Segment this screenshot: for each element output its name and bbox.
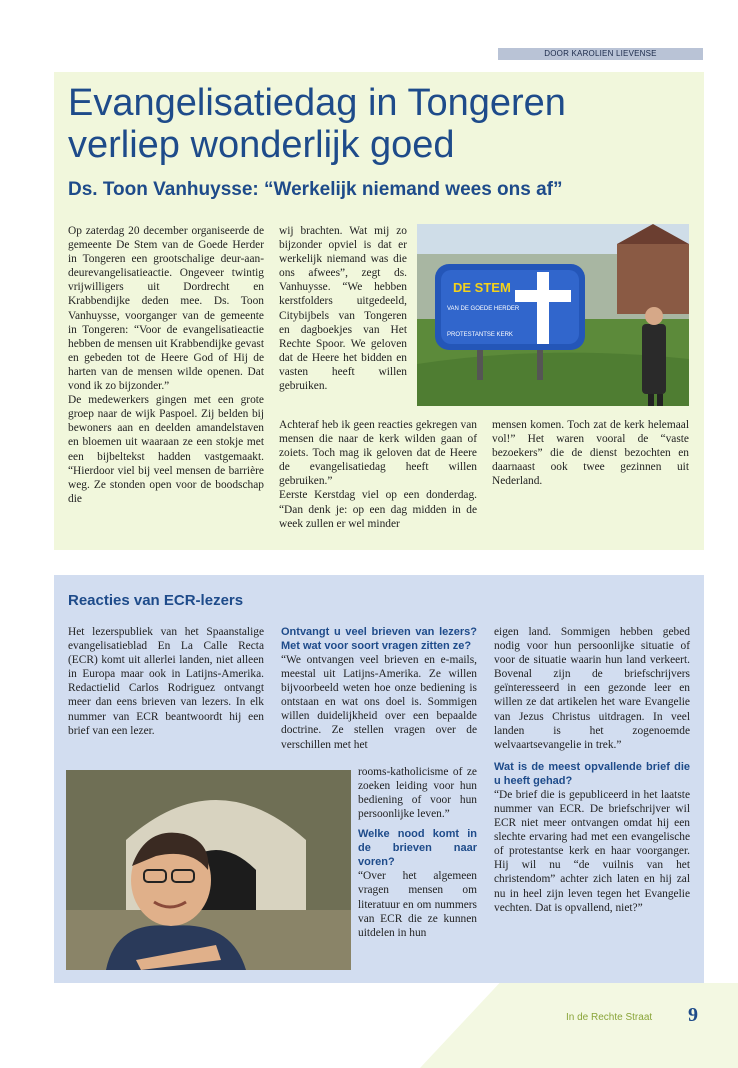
carlos-rodriguez-photo (66, 770, 351, 970)
article-paragraph: wij brachten. Wat mij zo bijzonder opviel is dat er werkelijk niemand was die ons afwees”, zegt ds. Vanhuysse. “We hebben kerstfolders uitgedeeld, Citybijbels van Tongeren en dagboekjes van Het Rechte Spoor. We geloven dat de Heere het bidden en vasten heeft willen gebruiken. (279, 225, 407, 393)
ecr-title: Reacties van ECR-lezers (68, 592, 244, 609)
ecr-answer: “Over het algemeen vragen mensen om literatuur en om nummers van ECR die ze kunnen uitdelen in hun (358, 870, 477, 939)
article-paragraph: Eerste Kerstdag viel op een donderdag. “Dan denk je: op een dag midden in de week zullen er wel minder (279, 489, 477, 530)
church-sign-illustration (417, 224, 689, 406)
magazine-name: In de Rechte Straat (566, 1012, 653, 1023)
byline: DOOR KAROLIEN LIEVENSE (498, 48, 703, 60)
article-paragraph: De medewerkers gingen met een grote groep naar de wijk Paspoel. Zij belden bij bewoners aan en deelden amandelstaven en bloemen uit waaraan ze een stokje met een bijbeltekst hadden vastgemaakt. “Hierdoor viel bij veel mensen de barrière weg. Ze stonden open voor de boodschap die (68, 394, 264, 505)
article-column-1 (68, 224, 264, 506)
ecr-answer: eigen land. Sommigen hebben gebed nodig voor hun persoonlijke situatie of voor de situatie waarin hun land verkeert. Bovenal zijn de briefschrijvers geïnteresseerd in een gezonde leer en willen ze dat artikelen het ware Evangelie van Jezus Christus uitdragen. In veel landen is het zogenoemde welvaartsevangelie in trek.” (494, 626, 690, 751)
ecr-answer: “De brief die is gepubliceerd in het laatste nummer van ECR. De briefschrijver wil ECR niet meer ontvangen omdat hij een slechte ervaring had met een evangelische of protestantse kerk en haar voorganger. Hij wil nu “de vuilnis van het christendom” achter zich laten en hij zal nu in heel zijn leven tegen het Evangelie vechten. Dat is opvallend, niet?” (494, 788, 690, 914)
article-paragraph: Op zaterdag 20 december organiseerde de gemeente De Stem van de Goede Herder in Tongeren een grootschalige deur-aan-deurevangelisatieactie. Ongeveer twintig vrijwilligers uit Dordrecht en Krabbendijke deden mee. Ds. Toon Vanhuysse, voorganger van de gemeente in Tongeren: “Voor de evangelisatieactie hebben de mensen uit Krabbendijke gevast en gebeden tot de Heere God of Hij de harten van de mensen wilde openen. Dat vond ik zo bijzonder.” (68, 225, 264, 393)
portrait-illustration (66, 770, 351, 970)
article-paragraph: Achteraf heb ik geen reacties gekregen van mensen die naar de kerk wilden gaan of zoiets. Toch mag ik geloven dat de Heere de evangelisatiedag heeft willen gebruiken.” (279, 419, 477, 488)
ecr-question: Ontvangt u veel brieven van lezers? Met wat voor soort vragen zitten ze? (281, 626, 477, 652)
ecr-answer: “We ontvangen veel brieven en e-mails, meestal uit Latijns-Amerika. Ze willen bijvoorbeeld weten hoe onze bediening is ontstaan en wat ons doel is. Sommigen willen duidelijkheid over een bepaalde doctrine. Ze stellen vragen over de verschillen met het (281, 654, 477, 751)
article-paragraph: mensen komen. Toch zat de kerk helemaal vol!” Het waren vooral de “vaste bezoekers” die de dienst bezochten en daarnaast ook twee gezinnen uit Nederland. (492, 419, 689, 488)
sign-text-3: PROTESTANTSE KERK (447, 332, 513, 338)
headline-line-2: verliep wonderlijk goed (68, 124, 455, 166)
ecr-column-1 (68, 625, 264, 738)
subheadline: Ds. Toon Vanhuysse: “Werkelijk niemand wees ons af” (68, 179, 563, 200)
ecr-answer: rooms-katholicisme of ze zoeken leiding voor hun bediening of voor hun persoonlijke leven.” (358, 766, 477, 821)
ecr-column-3 (494, 625, 690, 915)
headline-line-1: Evangelisatiedag in Tongeren (68, 82, 566, 124)
sign-text-2: VAN DE GOEDE HERDER (447, 306, 520, 312)
ecr-intro: Het lezerspubliek van het Spaanstalige evangelisatieblad En La Calle Recta (ECR) komt uit allerlei landen, niet alleen in Europa maar ook in Latijns-Amerika. Redactielid Carlos Rodriguez ontvangt meer dan eens brieven van lezers. In elk nummer van ECR beantwoordt hij een brief van een lezer. (68, 626, 264, 737)
ecr-question: Wat is de meest opvallende brief die u heeft gehad? (494, 760, 690, 787)
ecr-column-2-bottom (358, 765, 477, 940)
sign-text-1: DE STEM (453, 280, 511, 295)
headline (68, 82, 698, 166)
church-sign-photo (417, 224, 689, 406)
ecr-question: Welke nood komt in de brieven naar voren? (358, 828, 477, 869)
article-column-2-top (279, 224, 407, 414)
page-number: 9 (688, 1004, 698, 1026)
article-column-2-bottom (279, 418, 477, 531)
article-column-3 (492, 418, 689, 488)
ecr-column-2-top (281, 625, 477, 752)
